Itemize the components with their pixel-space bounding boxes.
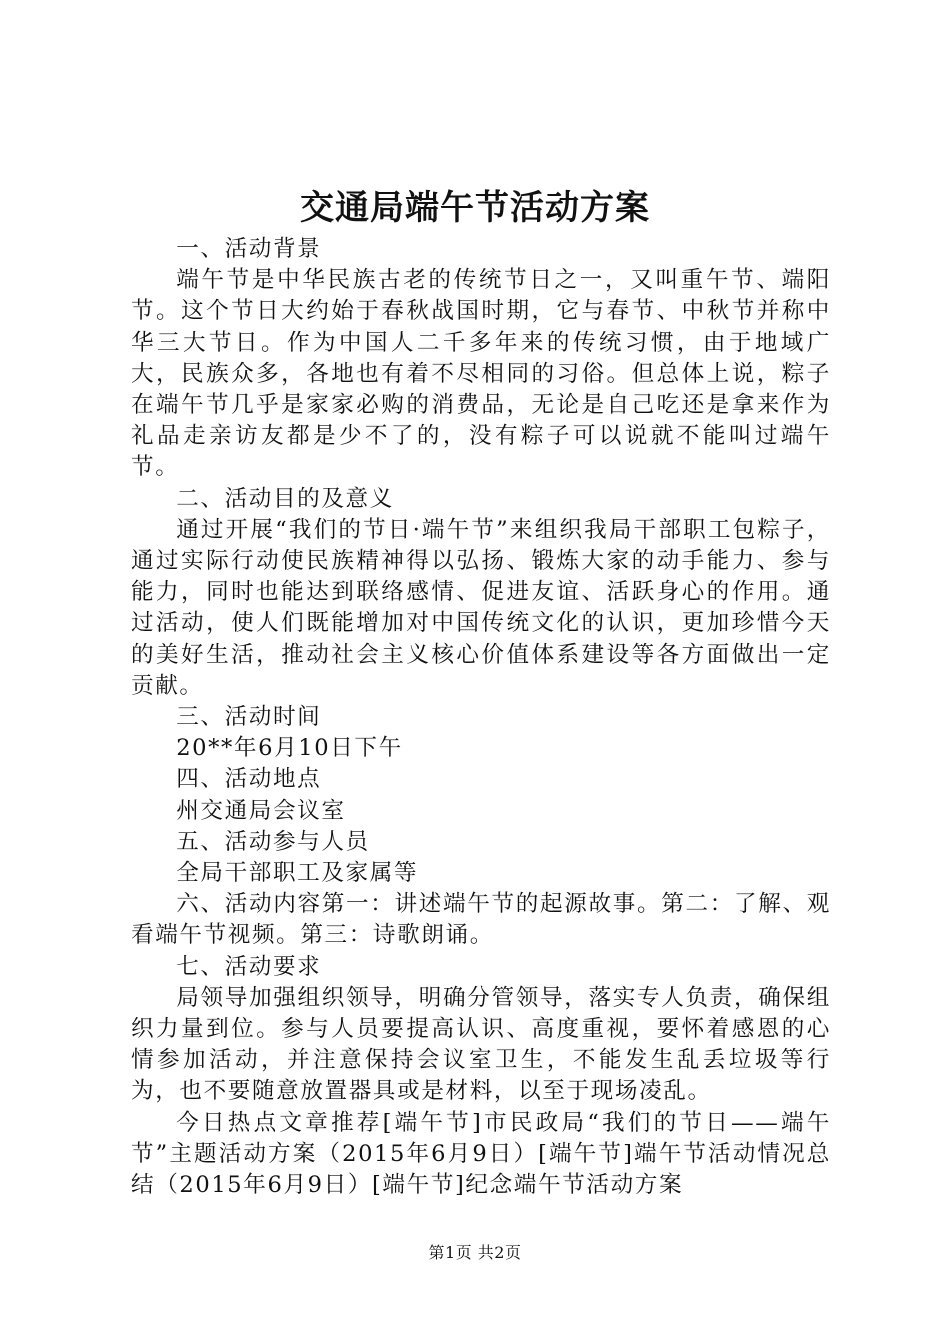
section-heading-requirements: 七、活动要求 [176,953,322,980]
paragraph-background: 端午节是中华民族古老的传统节日之一，又叫重午节、端阳节。这个节日大约始于春秋战国时期，它与春节、中秋节并称中华三大节日。作为中国人二千多年来的传统习惯，由于地域广大，民族众多，各地也有着不尽相同的习俗。但总体上说，粽子在端午节几乎是家家必购的消费品，无论是自己吃还是拿来作为礼品走亲访友都是少不了的，没有粽子可以说就不能叫过端午节。 [131,267,831,481]
paragraph-time: 20**年6月10日下午 [176,735,403,762]
paragraph-location: 州交通局会议室 [176,797,346,824]
page-footer: 第1页 共2页 [428,1243,522,1262]
section-heading-participants: 五、活动参与人员 [176,828,370,855]
section-heading-location: 四、活动地点 [176,766,322,793]
paragraph-purpose: 通过开展“我们的节日·端午节”来组织我局干部职工包粽子，通过实际行动使民族精神得以弘扬、锻炼大家的动手能力、参与能力，同时也能达到联络感情、促进友谊、活跃身心的作用。通过活动，使人们既能增加对中国传统文化的认识，更加珍惜今天的美好生活，推动社会主义核心价值体系建设等各方面做出一定贡献。 [131,516,831,699]
paragraph-requirements: 局领导加强组织领导，明确分管领导，落实专人负责，确保组织力量到位。参与人员要提高认识、高度重视，要怀着感恩的心情参加活动，并注意保持会议室卫生，不能发生乱丢垃圾等行为，也不要随意放置器具或是材料，以至于现场凌乱。 [131,984,831,1105]
paragraph-participants: 全局干部职工及家属等 [176,860,419,887]
paragraph-recommended-articles: 今日热点文章推荐[端午节]市民政局“我们的节日——端午节”主题活动方案（2015年6月9日）[端午节]端午节活动情况总结（2015年6月9日）[端午节]纪念端午节活动方案 [131,1109,831,1199]
document-body [131,234,831,1201]
section-heading-time: 三、活动时间 [176,704,322,731]
paragraph-content: 六、活动内容第一：讲述端午节的起源故事。第二：了解、观看端午节视频。第三：诗歌朗诵。 [131,891,831,949]
document-title: 交通局端午节活动方案 [300,188,650,228]
section-heading-background: 一、活动背景 [176,236,322,262]
section-heading-purpose: 二、活动目的及意义 [176,485,394,512]
